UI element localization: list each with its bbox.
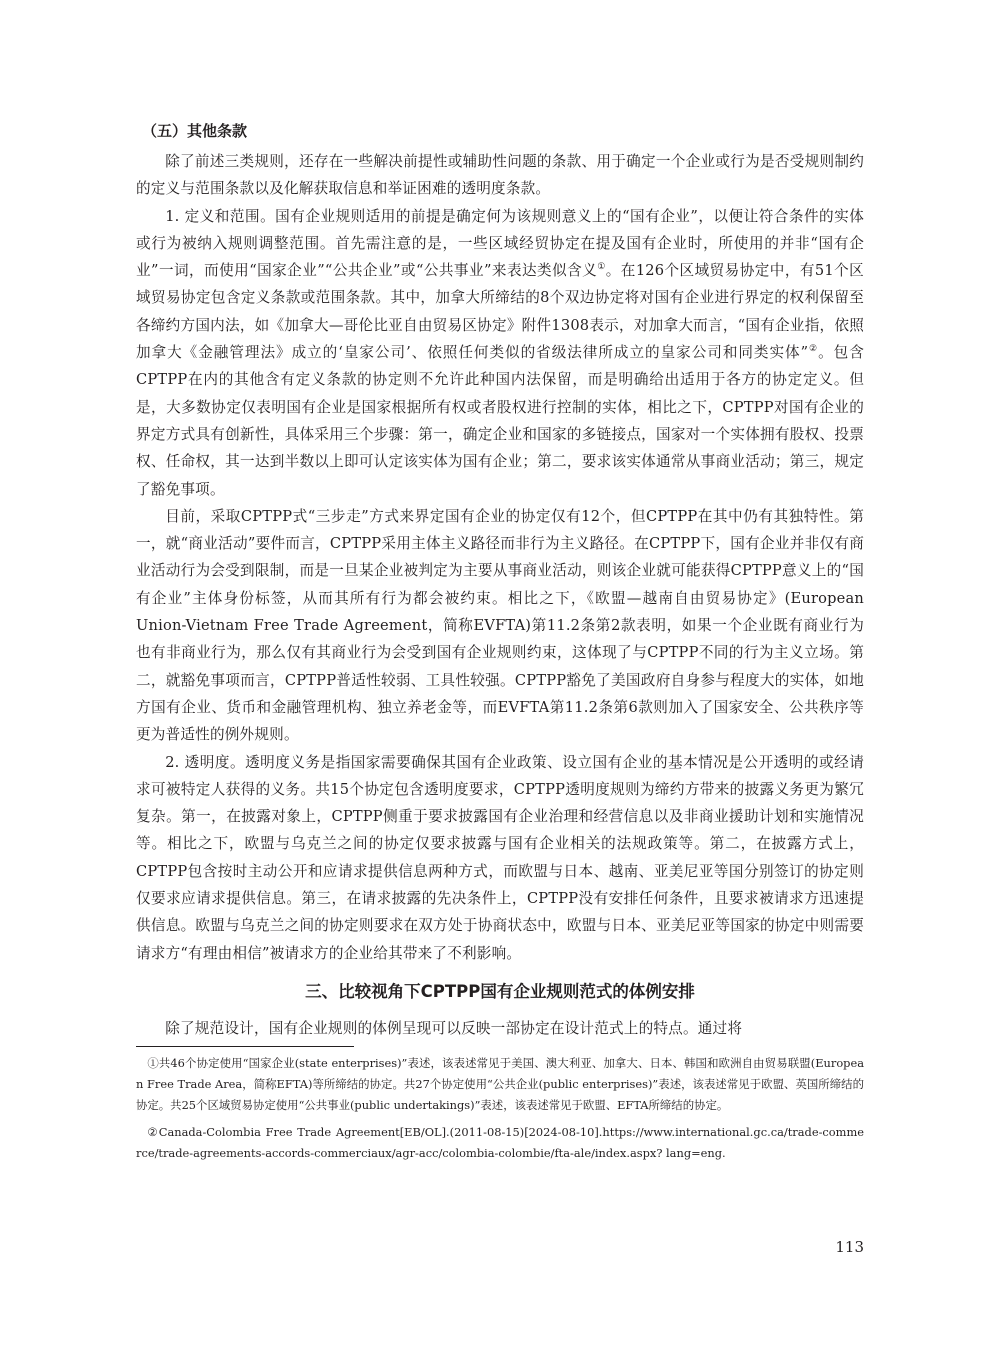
footnote-divider bbox=[136, 1046, 354, 1047]
page-body bbox=[136, 118, 864, 1170]
footnote: ①共46个协定使用“国家企业(state enterprises)”表述，该表述常见于美国、澳大利亚、加拿大、日本、韩国和欧洲自由贸易联盟(European Free Trade Area，简称EFTA)等所缔结的协定。共27个协定使用“公共企业(public enterprises)”表述，该表述常见于欧盟、英国所缔结的协定。共25个区域贸易协定使用“公共事业(public undertakings)”表述，该表述常见于欧盟、EFTA所缔结的协定。 bbox=[136, 1056, 864, 1113]
paragraph: 除了规范设计，国有企业规则的体例呈现可以反映一部协定在设计范式上的特点。通过将 bbox=[165, 1019, 743, 1037]
footnote: ②Canada-Colombia Free Trade Agreement[EB/OL].(2011-08-15)[2024-08-10].https://www.international.gc.ca/trade-commerce/trade-agreements-accords-commerciaux/agr-acc/colombia-colombie/fta-ale/index.aspx? lang=eng. bbox=[136, 1125, 864, 1161]
footnote-mark: ② bbox=[808, 344, 819, 355]
paragraph-definitions bbox=[136, 203, 864, 503]
paragraph: 2. 透明度。透明度义务是指国家需要确保其国有企业政策、设立国有企业的基本情况是公开透明的或经请求可被特定人获得的义务。共15个协定包含透明度要求，CPTPP透明度规则为缔约方带来的披露义务更为繁冗复杂。第一，在披露对象上，CPTPP侧重于要求披露国有企业治理和经营信息以及非商业援助计划和实施情况等。相比之下，欧盟与乌克兰之间的协定仅要求披露与国有企业相关的法规政策等。第二，在披露方式上，CPTPP包含按时主动公开和应请求提供信息两种方式，而欧盟与日本、越南、亚美尼亚等国分别签订的协定则仅要求应请求提供信息。第三，在请求披露的先决条件上，CPTPP没有安排任何条件，且要求被请求方迅速提供信息。欧盟与乌克兰之间的协定则要求在双方处于协商状态中，欧盟与日本、亚美尼亚等国家的协定中则需要请求方“有理由相信”被请求方的企业给其带来了不利影响。 bbox=[136, 753, 864, 962]
paragraph-text: 1. 定义和范围。国有企业规则适用的前提是确定何为该规则意义上的“国有企业”，以便让符合条件的实体或行为被纳入规则调整范围。首先需注意的是，一些区域经贸协定在提及国有企业时，所使用的并非“国有企业”一词，而使用“国家企业”“公共企业”或“公共事业”来表达类似含义 bbox=[136, 207, 864, 280]
paragraph-text: 。包含CPTPP在内的其他含有定义条款的协定则不允许此种国内法保留，而是明确给出适用于各方的协定定义。但是，大多数协定仅表明国有企业是国家根据所有权或者股权进行控制的实体，相比之下，CPTPP对国有企业的界定方式具有创新性，具体采用三个步骤：第一，确定企业和国家的多链接点，国家对一个实体拥有股权、投票权、任命权，其一达到半数以上即可认定该实体为国有企业；第二，要求该实体通常从事商业活动；第三，规定了豁免事项。 bbox=[136, 344, 864, 498]
page-number: 113 bbox=[835, 1238, 864, 1256]
subheading: （五）其他条款 bbox=[142, 122, 248, 140]
paragraph-text: 。在126个区域贸易协定中，有51个区域贸易协定包含定义条款或范围条款。其中，加拿大所缔结的8个双边协定将对国有企业进行界定的权利保留至各缔约方国内法，如《加拿大—哥伦比亚自由贸易区协定》附件1308表示，对加拿大而言，“国有企业指，依照加拿大《金融管理法》成立的‘皇家公司’、依照任何类似的省级法律所成立的皇家公司和同类实体” bbox=[136, 262, 864, 362]
paragraph: 除了前述三类规则，还存在一些解决前提性或辅助性问题的条款、用于确定一个企业或行为是否受规则制约的定义与范围条款以及化解获取信息和举证困难的透明度条款。 bbox=[136, 153, 864, 198]
paragraph: 目前，采取CPTPP式“三步走”方式来界定国有企业的协定仅有12个，但CPTPP在其中仍有其独特性。第一，就“商业活动”要件而言，CPTPP采用主体主义路径而非行为主义路径。在CPTPP下，国有企业并非仅有商业活动行为会受到限制，而是一旦某企业被判定为主要从事商业活动，则该企业就可能获得CPTPP意义上的“国有企业”主体身份标签，从而其所有行为都会被约束。相比之下，《欧盟—越南自由贸易协定》(European Union-Vietnam Free Trade Agreement，简称EVFTA)第11.2条第2款表明，如果一个企业既有商业行为也有非商业行为，那么仅有其商业行为会受到国有企业规则约束，这体现了与CPTPP不同的行为主义立场。第二，就豁免事项而言，CPTPP普适性较弱、工具性较强。CPTPP豁免了美国政府自身参与程度大的实体，如地方国有企业、货币和金融管理机构、独立养老金等，而EVFTA第11.2条第6款则加入了国家安全、公共秩序等更为普适性的例外规则。 bbox=[136, 507, 864, 744]
footnote-mark: ① bbox=[597, 262, 606, 273]
section-title: 三、比较视角下CPTPP国有企业规则范式的体例安排 bbox=[305, 981, 695, 1001]
